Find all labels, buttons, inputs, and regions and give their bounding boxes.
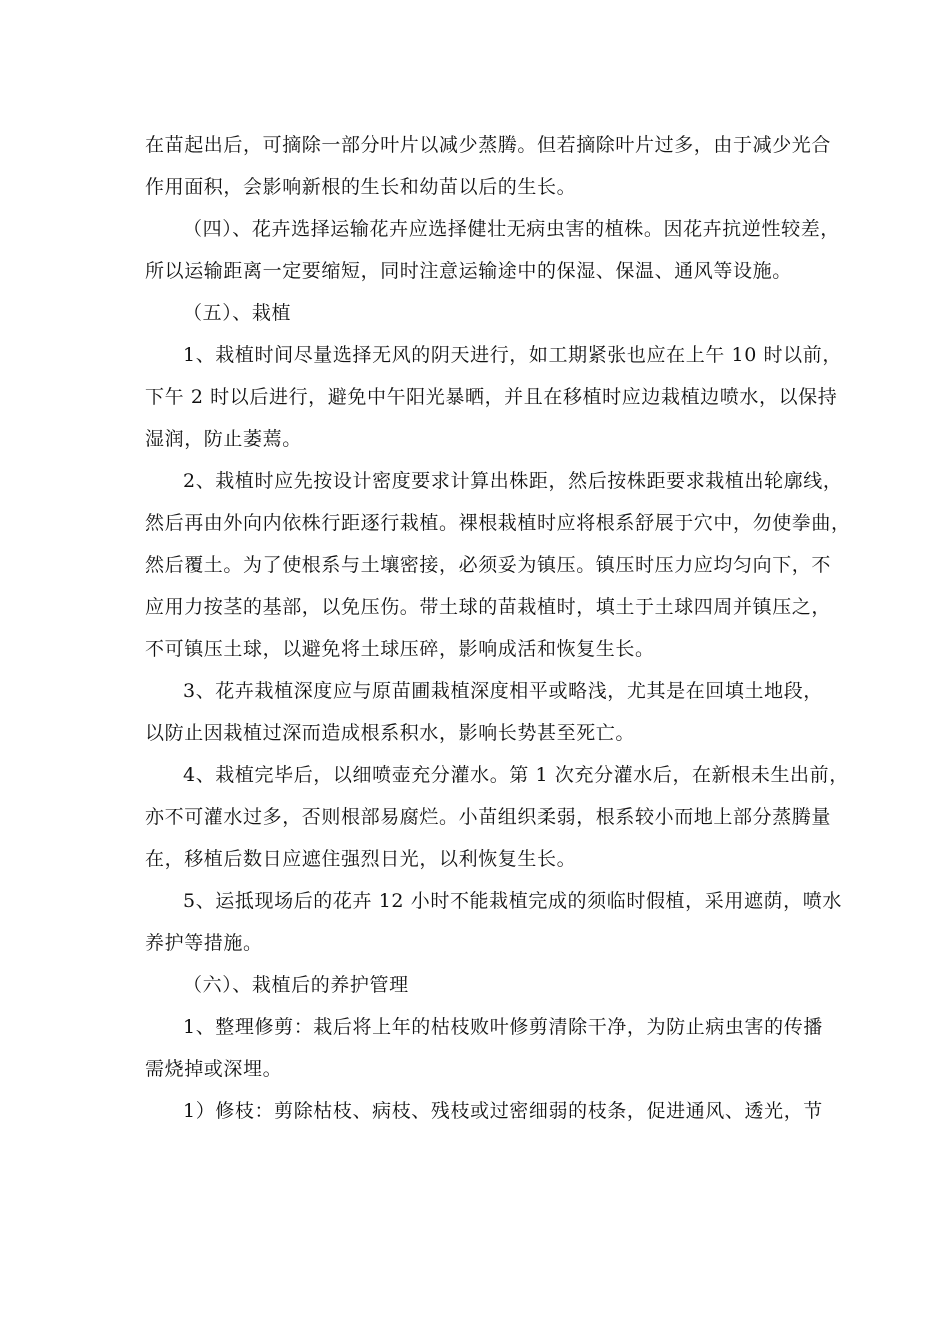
- text-line: 亦不可灌水过多，否则根部易腐烂。小苗组织柔弱，根系较小而地上部分蒸腾量: [145, 806, 832, 828]
- text-line: 2、栽植时应先按设计密度要求计算出株距，然后按株距要求栽植出轮廓线，: [183, 470, 843, 492]
- paragraph-pruning: [145, 1006, 823, 1090]
- text-line: 5、运抵现场后的花卉 12 小时不能栽植完成的须临时假植，采用遮荫，喷水: [183, 890, 842, 912]
- paragraph-planting-spacing: [145, 460, 851, 670]
- section-heading: （六）、栽植后的养护管理: [183, 974, 409, 996]
- text-line: 在苗起出后，可摘除一部分叶片以减少蒸腾。但若摘除叶片过多，由于减少光合: [145, 134, 832, 156]
- text-line: 以防止因栽植过深而造成根系积水，影响长势甚至死亡。: [145, 722, 636, 744]
- text-line: 需烧掉或深埋。: [145, 1058, 283, 1080]
- text-line: （四）、花卉选择运输花卉应选择健壮无病虫害的植株。因花卉抗逆性较差，: [183, 218, 840, 240]
- section-heading-planting: [145, 292, 810, 334]
- text-line: 作用面积，会影响新根的生长和幼苗以后的生长。: [145, 176, 577, 198]
- text-line: 养护等措施。: [145, 932, 263, 954]
- text-line: 在，移植后数日应遮住强烈日光，以利恢复生长。: [145, 848, 577, 870]
- text-line: 湿润，防止萎蔫。: [145, 428, 302, 450]
- document-body: [145, 124, 851, 1132]
- paragraph-watering: [145, 754, 849, 880]
- text-line: 4、栽植完毕后，以细喷壶充分灌水。第 1 次充分灌水后，在新根未生出前，: [183, 764, 849, 786]
- text-line: 然后再由外向内依株行距逐行栽植。裸根栽植时应将根系舒展于穴中，勿使拳曲，: [145, 512, 851, 534]
- paragraph-planting-depth: [145, 670, 823, 754]
- paragraph-flower-transport: [145, 208, 840, 292]
- text-line: 所以运输距离一定要缩短，同时注意运输途中的保湿、保温、通风等设施。: [145, 260, 792, 282]
- text-line: 3、花卉栽植深度应与原苗圃栽植深度相平或略浅，尤其是在回填土地段，: [183, 680, 823, 702]
- text-line: 不可镇压土球，以避免将土球压碎，影响成活和恢复生长。: [145, 638, 655, 660]
- text-line: 1、栽植时间尽量选择无风的阴天进行，如工期紧张也应在上午 10 时以前，: [183, 344, 842, 366]
- text-line: 下午 2 时以后进行，避免中午阳光暴晒，并且在移植时应边栽植边喷水，以保持: [145, 386, 838, 408]
- text-line: 1、整理修剪：栽后将上年的枯枝败叶修剪清除干净，为防止病虫害的传播: [183, 1016, 823, 1038]
- text-line: 1）修枝：剪除枯枝、病枝、残枝或过密细弱的枝条，促进通风、透光，节: [183, 1100, 823, 1122]
- text-line: 然后覆土。为了使根系与土壤密接，必须妥为镇压。镇压时压力应均匀向下，不: [145, 554, 832, 576]
- paragraph-planting-time: [145, 334, 842, 460]
- text-line: 应用力按茎的基部，以免压伤。带土球的苗栽植时，填土于土球四周并镇压之，: [145, 596, 832, 618]
- section-heading: （五）、栽植: [183, 302, 292, 324]
- paragraph-seedling-leaf-removal: [145, 124, 832, 208]
- paragraph-branch-trimming: [145, 1090, 823, 1132]
- section-heading-maintenance: [145, 964, 810, 1006]
- paragraph-temporary-heeling: [145, 880, 842, 964]
